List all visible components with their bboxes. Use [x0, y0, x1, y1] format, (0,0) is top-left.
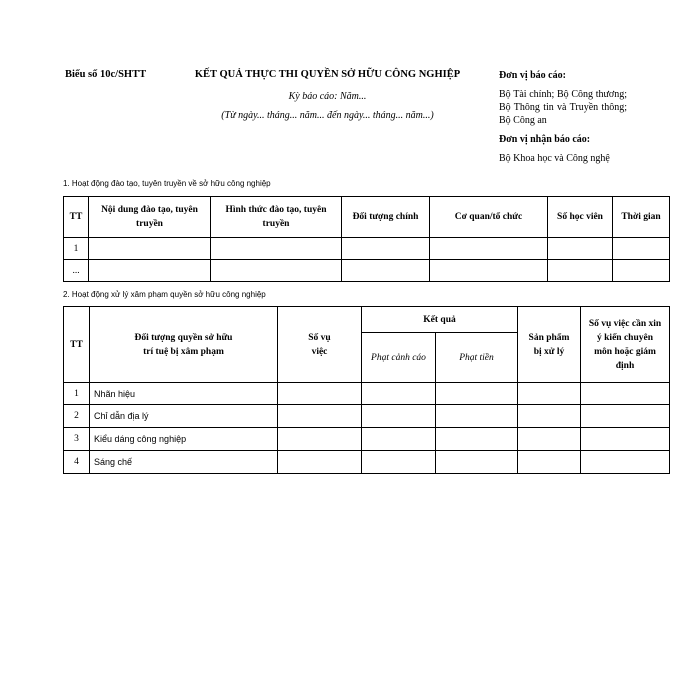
table-cell: [362, 405, 436, 428]
table-cell: [436, 428, 518, 451]
col-header: Đối tượng chính: [342, 197, 430, 238]
reporting-unit-label: Đơn vị báo cáo:: [499, 70, 566, 81]
date-range: (Từ ngày... tháng... năm... đến ngày... tháng... năm...): [221, 110, 434, 121]
receiving-unit-label: Đơn vị nhận báo cáo:: [499, 134, 591, 145]
form-code: Biểu số 10c/SHTT: [65, 69, 147, 80]
table-cell: [436, 405, 518, 428]
table-header-row: [64, 197, 670, 238]
report-period: Kỳ báo cáo: Năm...: [288, 91, 367, 102]
table-cell: [89, 238, 211, 260]
table-row: [64, 238, 670, 260]
table-cell: [89, 260, 211, 282]
col-header: Đối tượng quyền sở hữu trí tuệ bị xâm phạm: [90, 307, 278, 383]
table-row: [64, 451, 670, 474]
table-cell: [518, 451, 581, 474]
col-header: Phạt tiền: [436, 333, 518, 383]
col-header: TT: [64, 307, 90, 383]
table-cell: [518, 428, 581, 451]
row-number: ...: [64, 260, 89, 282]
col-header: Cơ quan/tổ chức: [430, 197, 548, 238]
table-cell: [211, 260, 342, 282]
table-cell: [278, 405, 362, 428]
table-cell: [581, 428, 670, 451]
subject-cell: Nhãn hiệu: [90, 383, 278, 405]
table-cell: [436, 383, 518, 405]
subject-cell: Sáng chế: [90, 451, 278, 474]
table-row: [64, 405, 670, 428]
col-header: Thời gian: [613, 197, 670, 238]
table-cell: [362, 428, 436, 451]
table-cell: [436, 451, 518, 474]
table-cell: [581, 405, 670, 428]
table-cell: [613, 260, 670, 282]
col-header: Số vụ việc: [278, 307, 362, 383]
table-cell: [613, 238, 670, 260]
col-header: Nội dung đào tạo, tuyên truyền: [89, 197, 211, 238]
section2-heading: 2. Hoạt động xử lý xâm phạm quyền sở hữu công nghiệp: [63, 290, 266, 299]
row-number: 4: [64, 451, 90, 474]
col-header: TT: [64, 197, 89, 238]
table-cell: [581, 451, 670, 474]
row-number: 1: [64, 383, 90, 405]
table-cell: [278, 428, 362, 451]
receiving-unit-value: Bộ Khoa học và Công nghệ: [499, 153, 610, 164]
table-cell: [518, 383, 581, 405]
col-header: Số vụ việc cần xin ý kiến chuyên môn hoặc giám định: [581, 307, 670, 383]
col-header: Hình thức đào tạo, tuyên truyền: [211, 197, 342, 238]
col-header: Phạt cảnh cáo: [362, 333, 436, 383]
table-row: [64, 260, 670, 282]
subject-cell: Kiểu dáng công nghiệp: [90, 428, 278, 451]
row-number: 1: [64, 238, 89, 260]
table-row: [64, 428, 670, 451]
table-cell: [548, 238, 613, 260]
col-header: Kết quả: [362, 307, 518, 333]
table-cell: [430, 260, 548, 282]
row-number: 3: [64, 428, 90, 451]
table-cell: [581, 383, 670, 405]
table-header-row: [64, 307, 670, 333]
report-title: KẾT QUẢ THỰC THI QUYỀN SỞ HỮU CÔNG NGHIỆP: [194, 69, 461, 80]
section1-heading: 1. Hoạt động đào tạo, tuyên truyền về sở hữu công nghiệp: [63, 179, 271, 188]
training-table: [63, 196, 670, 282]
table-cell: [342, 238, 430, 260]
col-header: Sản phẩm bị xử lý: [518, 307, 581, 383]
unit-info: [499, 69, 627, 165]
row-number: 2: [64, 405, 90, 428]
table-cell: [342, 260, 430, 282]
table-cell: [362, 451, 436, 474]
table-cell: [548, 260, 613, 282]
table-row: [64, 383, 670, 405]
reporting-unit-value: Bộ Tài chính; Bộ Công thương; Bộ Thông tin và Truyền thông; Bộ Công an: [499, 89, 627, 126]
table-cell: [362, 383, 436, 405]
table-cell: [211, 238, 342, 260]
subject-cell: Chỉ dẫn địa lý: [90, 405, 278, 428]
table-cell: [430, 238, 548, 260]
infringement-table: [63, 306, 670, 474]
table-cell: [278, 383, 362, 405]
table-cell: [278, 451, 362, 474]
col-header: Số học viên: [548, 197, 613, 238]
table-cell: [518, 405, 581, 428]
